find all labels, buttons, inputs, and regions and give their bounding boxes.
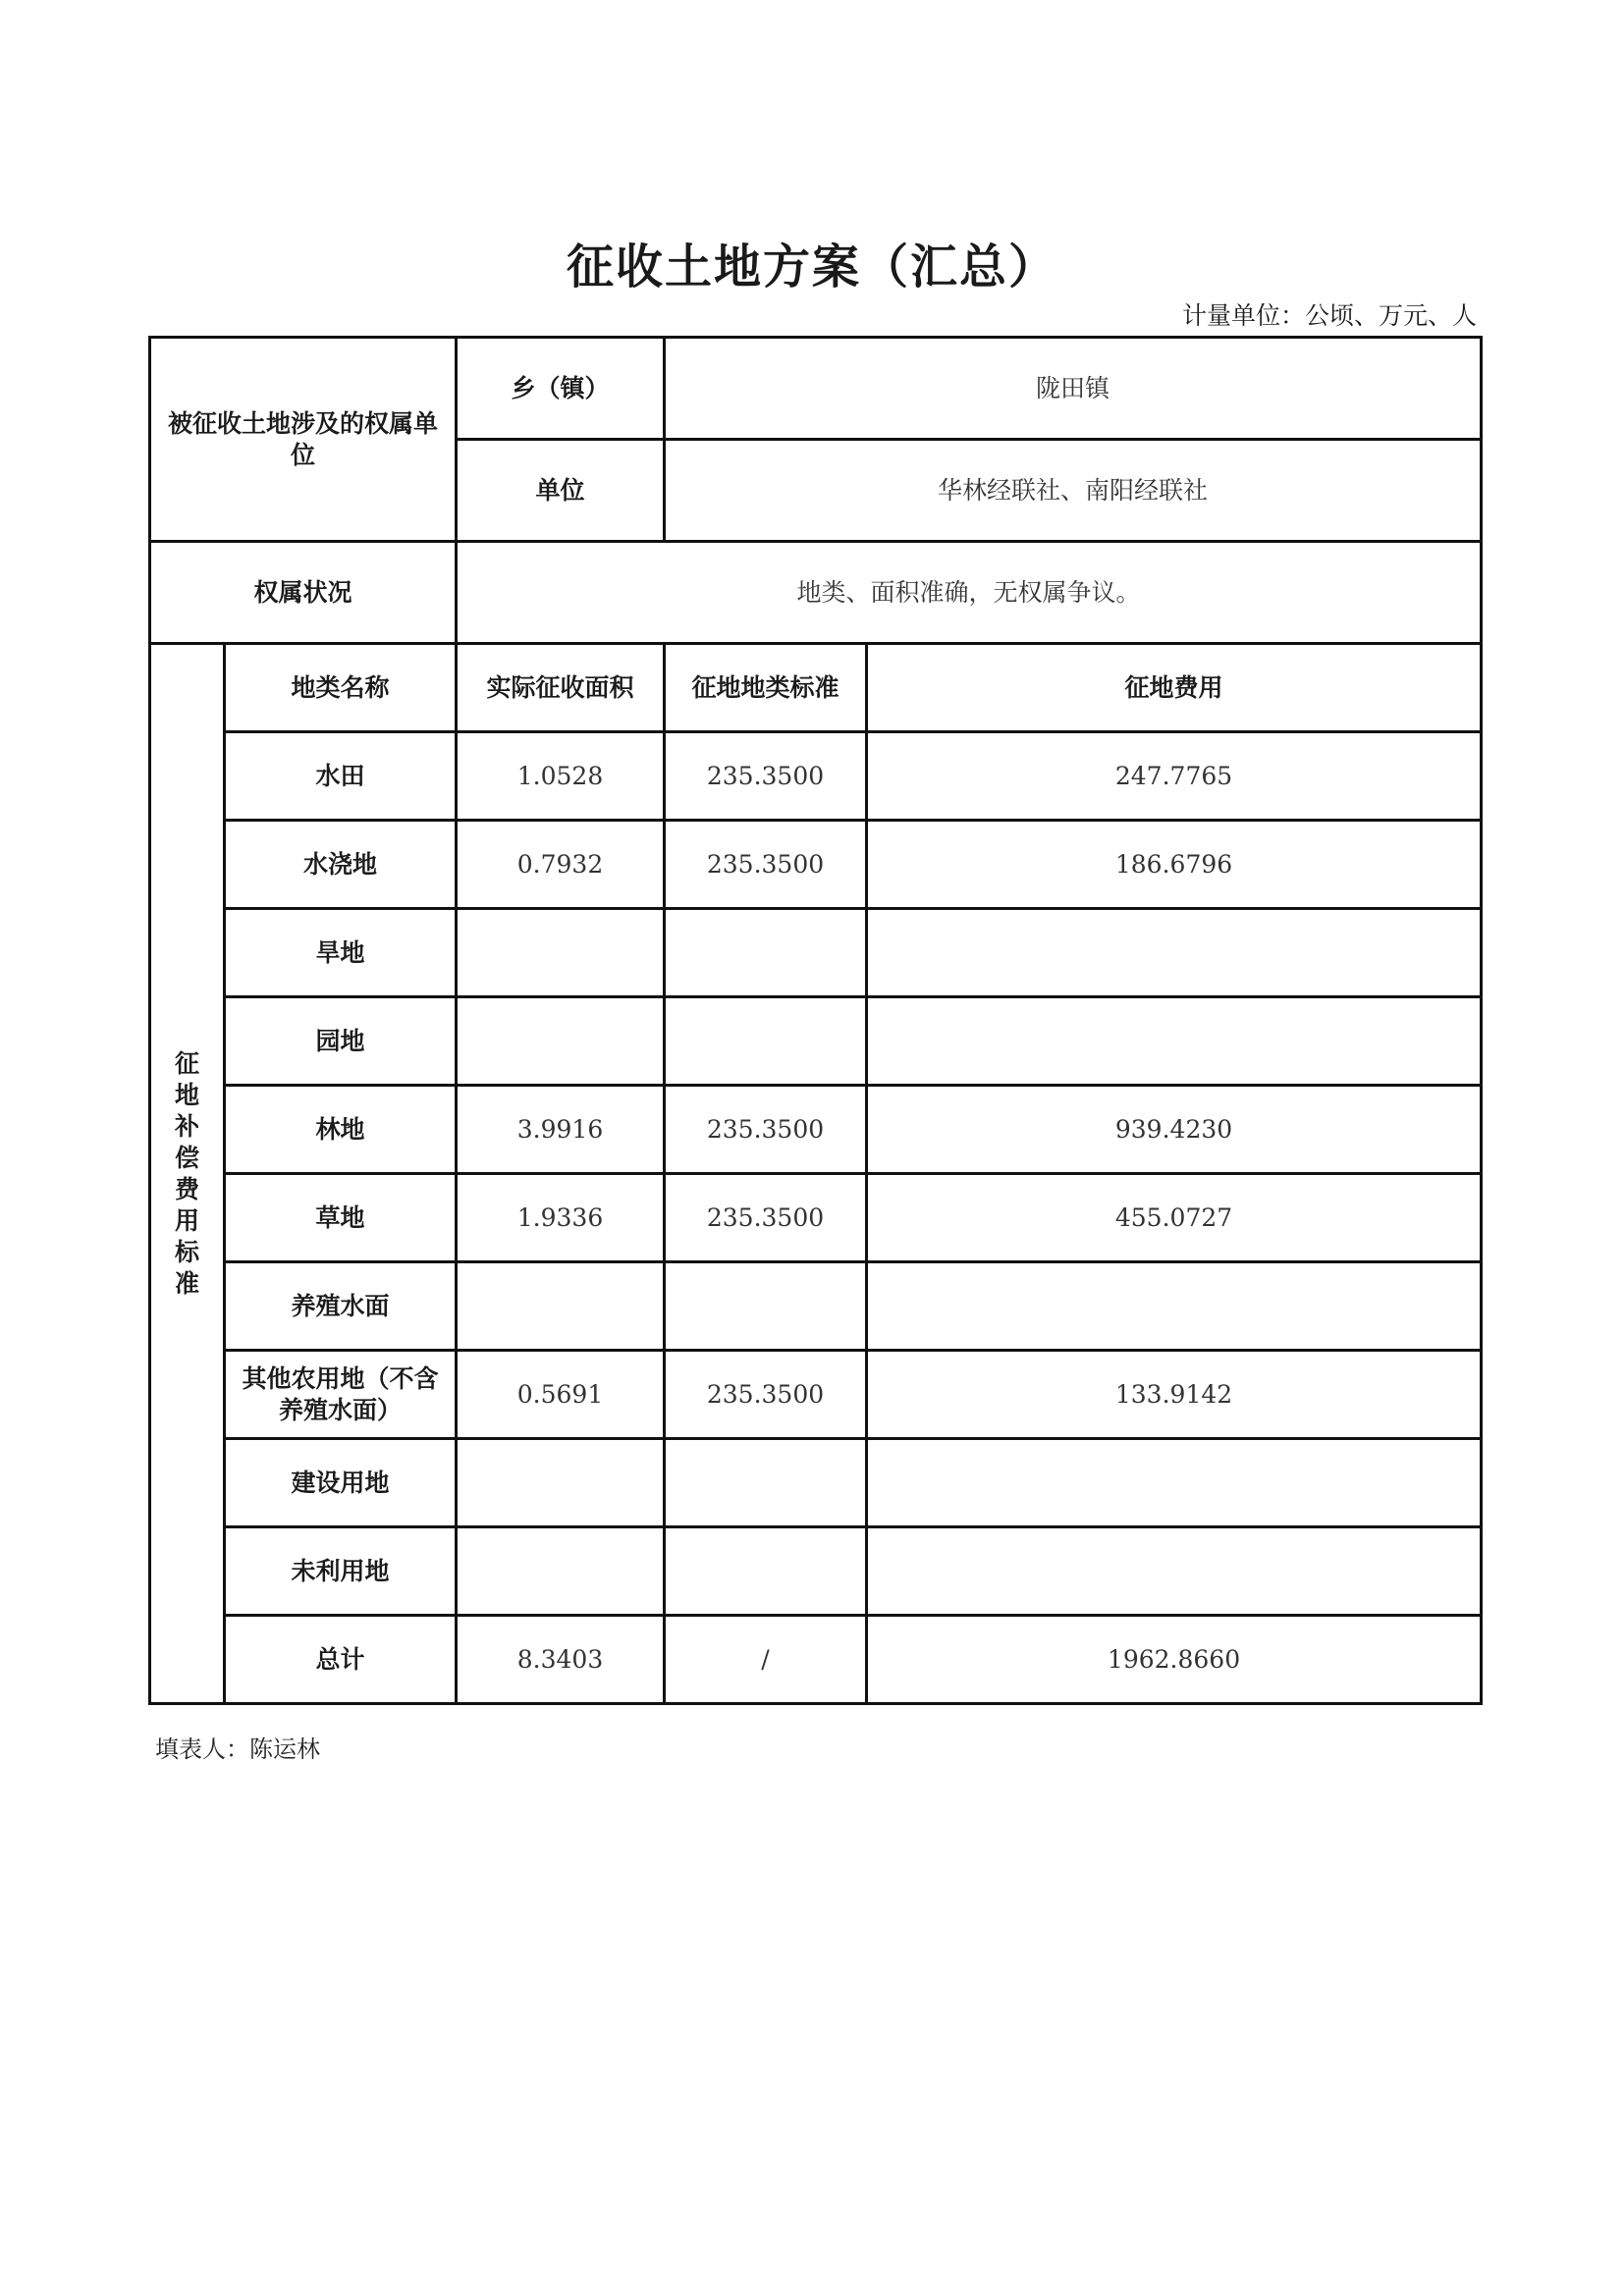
cost-cell: 455.0727	[867, 1174, 1482, 1262]
land-type-name: 水田	[225, 732, 457, 821]
header-row	[150, 644, 1482, 732]
total-cost: 1962.8660	[867, 1616, 1482, 1704]
cost-cell	[867, 1527, 1482, 1616]
area-cell	[457, 909, 665, 997]
compensation-group-label: 征地补偿费用标准	[150, 644, 225, 1704]
standard-cell	[665, 1527, 867, 1616]
table-row	[150, 1174, 1482, 1262]
standard-cell: 235.3500	[665, 1174, 867, 1262]
land-type-name: 建设用地	[225, 1439, 457, 1527]
cost-cell: 133.9142	[867, 1351, 1482, 1439]
land-type-name: 草地	[225, 1174, 457, 1262]
cost-cell	[867, 997, 1482, 1086]
land-type-name: 其他农用地（不含养殖水面）	[225, 1351, 457, 1439]
header-standard: 征地地类标准	[665, 644, 867, 732]
standard-cell	[665, 909, 867, 997]
header-cost: 征地费用	[867, 644, 1482, 732]
unit-label: 单位	[457, 440, 665, 542]
page-title: 征收土地方案（汇总）	[566, 240, 1057, 294]
status-label: 权属状况	[150, 542, 457, 644]
table-row	[150, 1262, 1482, 1351]
total-row	[150, 1616, 1482, 1704]
standard-cell: 235.3500	[665, 732, 867, 821]
total-label: 总计	[225, 1616, 457, 1704]
area-cell	[457, 1527, 665, 1616]
land-type-name: 水浇地	[225, 821, 457, 909]
land-acquisition-table	[148, 336, 1483, 1705]
ownership-group-label: 被征收土地涉及的权属单位	[150, 338, 457, 542]
cost-cell	[867, 909, 1482, 997]
township-row	[150, 338, 1482, 440]
status-value: 地类、面积准确，无权属争议。	[457, 542, 1482, 644]
standard-cell: 235.3500	[665, 1086, 867, 1174]
table-row	[150, 1439, 1482, 1527]
area-cell	[457, 1262, 665, 1351]
table-row	[150, 1086, 1482, 1174]
area-cell	[457, 997, 665, 1086]
land-type-name: 旱地	[225, 909, 457, 997]
table-row	[150, 732, 1482, 821]
cost-cell	[867, 1439, 1482, 1527]
land-type-name: 未利用地	[225, 1527, 457, 1616]
standard-cell	[665, 1439, 867, 1527]
cost-cell: 939.4230	[867, 1086, 1482, 1174]
township-label: 乡（镇）	[457, 338, 665, 440]
total-area: 8.3403	[457, 1616, 665, 1704]
area-cell: 1.0528	[457, 732, 665, 821]
land-type-name: 园地	[225, 997, 457, 1086]
cost-cell: 247.7765	[867, 732, 1482, 821]
table-row	[150, 1527, 1482, 1616]
area-cell: 3.9916	[457, 1086, 665, 1174]
status-row	[150, 542, 1482, 644]
land-type-name: 林地	[225, 1086, 457, 1174]
cost-cell: 186.6796	[867, 821, 1482, 909]
standard-cell: 235.3500	[665, 821, 867, 909]
land-type-name: 养殖水面	[225, 1262, 457, 1351]
area-cell: 0.7932	[457, 821, 665, 909]
township-value: 陇田镇	[665, 338, 1482, 440]
table-row	[150, 1351, 1482, 1439]
standard-cell: 235.3500	[665, 1351, 867, 1439]
standard-cell	[665, 1262, 867, 1351]
header-land-type: 地类名称	[225, 644, 457, 732]
total-standard: /	[665, 1616, 867, 1704]
area-cell: 0.5691	[457, 1351, 665, 1439]
area-cell	[457, 1439, 665, 1527]
standard-cell	[665, 997, 867, 1086]
table-row	[150, 997, 1482, 1086]
unit-note: 计量单位：公顷、万元、人	[1181, 301, 1477, 330]
area-cell: 1.9336	[457, 1174, 665, 1262]
header-actual-area: 实际征收面积	[457, 644, 665, 732]
table-row	[150, 821, 1482, 909]
table-row	[150, 909, 1482, 997]
form-filler: 填表人：陈运林	[155, 1735, 320, 1763]
cost-cell	[867, 1262, 1482, 1351]
unit-value: 华林经联社、南阳经联社	[665, 440, 1482, 542]
